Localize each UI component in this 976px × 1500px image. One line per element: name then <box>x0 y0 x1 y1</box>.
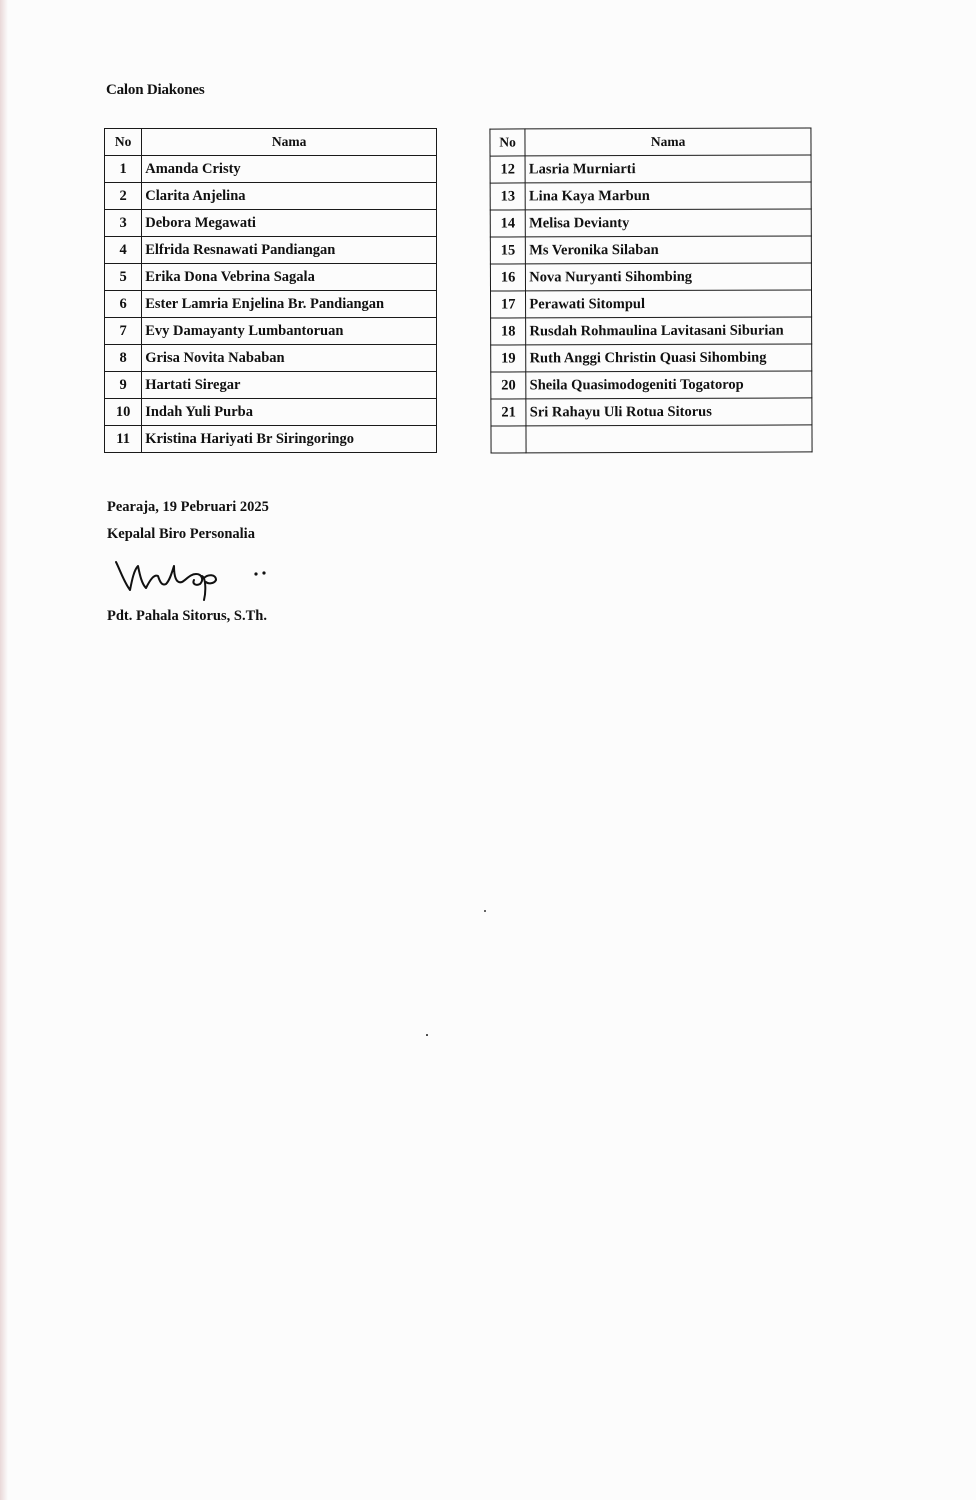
candidate-name: Kristina Hariyati Br Siringoringo <box>142 426 437 453</box>
table-row <box>490 155 811 183</box>
signature-block <box>107 497 269 551</box>
candidate-name: Sri Rahayu Uli Rotua Sitorus <box>526 398 812 426</box>
scan-speck <box>426 1034 428 1036</box>
row-number: 12 <box>490 156 525 183</box>
table-row <box>105 237 437 264</box>
table-row <box>105 264 437 291</box>
candidate-name: Erika Dona Vebrina Sagala <box>142 264 437 291</box>
row-number <box>491 426 526 453</box>
header-no: No <box>105 129 142 156</box>
candidate-name: Amanda Cristy <box>142 156 437 183</box>
candidate-name: Nova Nuryanti Sihombing <box>526 263 812 291</box>
handwritten-signature-icon <box>110 552 280 602</box>
candidate-name: Hartati Siregar <box>142 372 437 399</box>
header-name: Nama <box>525 128 811 156</box>
table-row <box>491 290 812 318</box>
table-row <box>105 183 437 210</box>
row-number: 20 <box>491 372 526 399</box>
row-number: 4 <box>105 237 142 264</box>
header-no: No <box>490 129 525 156</box>
header-name: Nama <box>142 129 437 156</box>
table-row <box>105 399 437 426</box>
table-row <box>105 318 437 345</box>
candidate-name <box>526 425 812 453</box>
scan-speck <box>484 910 486 912</box>
table-row-empty <box>491 425 812 453</box>
candidate-name: Sheila Quasimodogeniti Togatorop <box>526 371 812 399</box>
row-number: 7 <box>105 318 142 345</box>
table-header-row <box>490 128 811 156</box>
table-row <box>490 236 811 264</box>
place-date: Pearaja, 19 Pebruari 2025 <box>107 499 269 515</box>
candidate-table-left <box>104 128 437 453</box>
row-number: 3 <box>105 210 142 237</box>
candidate-name: Evy Damayanty Lumbantoruan <box>142 318 437 345</box>
candidate-name: Rusdah Rohmaulina Lavitasani Siburian <box>526 317 812 345</box>
document-title: Calon Diakones <box>106 82 205 98</box>
table-row <box>490 263 811 291</box>
row-number: 6 <box>105 291 142 318</box>
row-number: 16 <box>490 264 525 291</box>
table-row <box>105 291 437 318</box>
table-row <box>491 344 812 372</box>
candidate-name: Lina Kaya Marbun <box>525 182 811 210</box>
candidate-name: Clarita Anjelina <box>142 183 437 210</box>
table-row <box>490 182 811 210</box>
table-row <box>105 345 437 372</box>
candidate-name: Indah Yuli Purba <box>142 399 437 426</box>
table-row <box>105 210 437 237</box>
candidate-name: Lasria Murniarti <box>525 155 811 183</box>
row-number: 17 <box>491 291 526 318</box>
scan-edge-shadow <box>0 0 8 1500</box>
candidate-table-right <box>489 127 812 453</box>
row-number: 5 <box>105 264 142 291</box>
candidate-name: Perawati Sitompul <box>526 290 812 318</box>
row-number: 1 <box>105 156 142 183</box>
table-header-row <box>105 129 437 156</box>
row-number: 10 <box>105 399 142 426</box>
table-row <box>491 371 812 399</box>
table-row <box>491 398 812 426</box>
table-row <box>105 156 437 183</box>
table-row <box>491 317 812 345</box>
table-row <box>105 372 437 399</box>
row-number: 14 <box>490 210 525 237</box>
row-number: 11 <box>105 426 142 453</box>
candidate-name: Ester Lamria Enjelina Br. Pandiangan <box>142 291 437 318</box>
table-row <box>105 426 437 453</box>
candidate-name: Grisa Novita Nababan <box>142 345 437 372</box>
row-number: 15 <box>490 237 525 264</box>
candidate-name: Ruth Anggi Christin Quasi Sihombing <box>526 344 812 372</box>
candidate-name: Ms Veronika Silaban <box>526 236 812 264</box>
signer-name: Pdt. Pahala Sitorus, S.Th. <box>107 608 267 624</box>
row-number: 19 <box>491 345 526 372</box>
row-number: 21 <box>491 399 526 426</box>
row-number: 13 <box>490 183 525 210</box>
candidate-name: Melisa Devianty <box>526 209 812 237</box>
row-number: 8 <box>105 345 142 372</box>
row-number: 9 <box>105 372 142 399</box>
table-row <box>490 209 811 237</box>
signer-position: Kepalal Biro Personalia <box>107 526 255 542</box>
row-number: 2 <box>105 183 142 210</box>
candidate-name: Debora Megawati <box>142 210 437 237</box>
candidate-name: Elfrida Resnawati Pandiangan <box>142 237 437 264</box>
row-number: 18 <box>491 318 526 345</box>
